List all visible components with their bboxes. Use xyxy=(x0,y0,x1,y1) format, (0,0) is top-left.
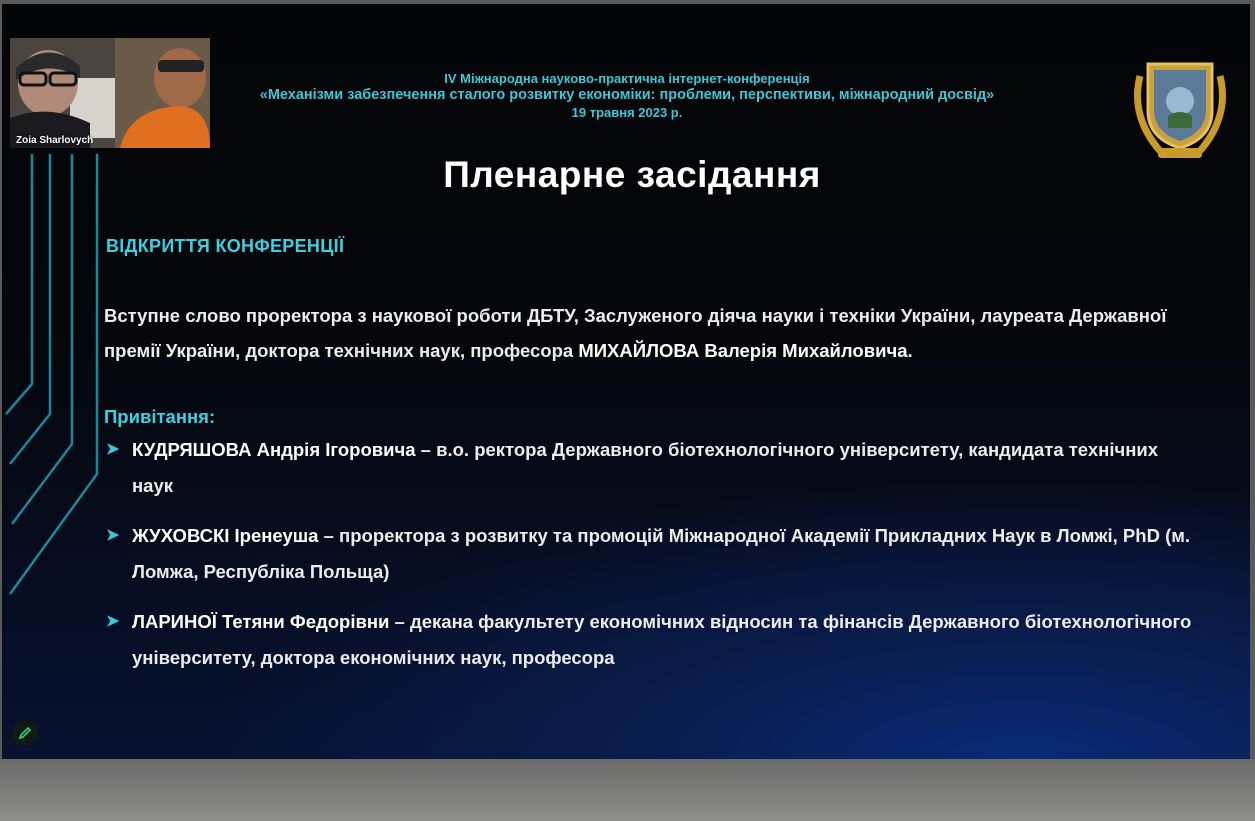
greeting-text: – декана факультету економічних відносин та фінансів Державного біотехнологічного університету, доктора економічних наук, професора xyxy=(132,611,1192,668)
intro-text: Вступне слово проректора з наукової роботи ДБТУ, Заслуженого діяча науки і техніки України, лауреата Державної премії України, доктора технічних наук, професора xyxy=(104,305,1167,361)
intro-paragraph xyxy=(104,298,1184,368)
opening-heading: ВІДКРИТТЯ КОНФЕРЕНЦІЇ xyxy=(106,236,345,256)
greeting-name: ЛАРИНОЇ Тетяни Федорівни xyxy=(132,611,390,632)
greeting-item xyxy=(106,518,1196,590)
greeting-text: – проректора з розвитку та промоцій Міжнародної Академії Прикладних Наук в Ломжі, PhD (м. Ломжа, Республіка Польща) xyxy=(132,525,1191,582)
arrow-bullet-icon: ➤ xyxy=(106,441,120,458)
university-emblem-icon xyxy=(1130,56,1230,166)
greeting-text: – в.о. ректора Державного біотехнологічного університету, кандидата технічних наук xyxy=(132,439,1159,496)
greeting-item xyxy=(106,432,1196,504)
conference-header xyxy=(217,70,1037,121)
slide-screen xyxy=(2,4,1250,764)
slide-title: Пленарне засідання xyxy=(443,154,821,195)
greeting-name: ЖУХОВСКІ Іренеуша xyxy=(132,525,319,546)
greetings-heading: Привітання: xyxy=(104,406,216,427)
participant-webcam[interactable] xyxy=(10,38,210,148)
conference-date: 19 травня 2023 р. xyxy=(571,105,683,120)
pencil-icon xyxy=(18,726,32,740)
arrow-bullet-icon: ➤ xyxy=(106,527,120,544)
annotate-button[interactable] xyxy=(12,720,38,746)
greeting-item xyxy=(106,604,1196,676)
monitor-bezel xyxy=(0,759,1255,821)
intro-speaker-name: МИХАЙЛОВА Валерія Михайловича xyxy=(578,340,908,361)
participant-name: Zoia Sharlovych xyxy=(16,135,94,146)
conference-line1: IV Міжнародна науково-практична інтернет-конференція xyxy=(444,71,810,86)
conference-line2: «Механізми забезпечення сталого розвитку економіки: проблеми, перспективи, міжнародний досвід» xyxy=(259,87,995,103)
greeting-name: КУДРЯШОВА Андрія Ігоровича xyxy=(132,439,416,460)
webcam-video xyxy=(10,38,210,148)
arrow-bullet-icon: ➤ xyxy=(106,613,120,630)
intro-end: . xyxy=(907,340,913,361)
